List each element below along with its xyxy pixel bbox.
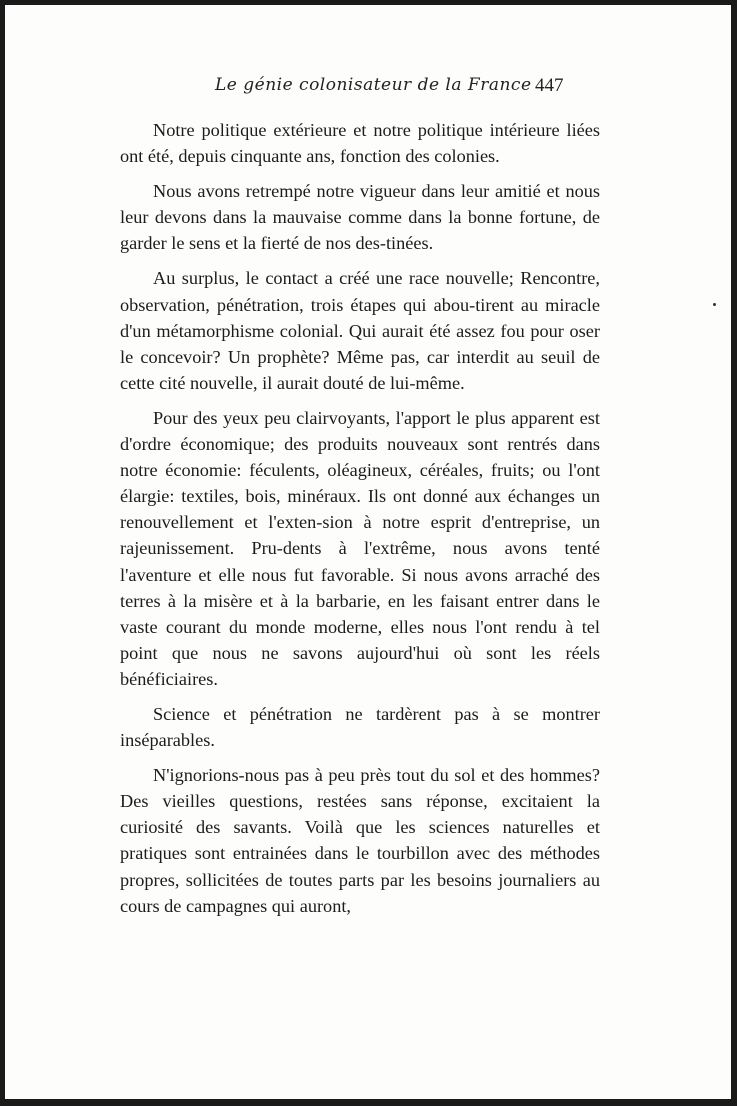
paragraph: Pour des yeux peu clairvoyants, l'apport le plus apparent est d'ordre économique; des produits nouveaux sont rentrés dans notre économie: féculents, oléagineux, céréales, fruits; ou l'ont élargie: textiles, bois, minéraux. Ils ont donné aux échanges un renouvellement et l'exten-sion à notre esprit d'entreprise, un rajeunissement. Pru-dents à l'extrême, nous avons tenté l'aventure et elle nous fut favorable. Si nous avons arraché des terres à la misère et à la barbarie, en les faisant entrer dans le vaste courant du monde moderne, elles nous l'ont rendu à tel point que nous ne savons aujourd'hui où sont les réels bénéficiaires. [120,407,600,689]
page-number: 447 [535,75,564,96]
paragraph: N'ignorions-nous pas à peu près tout du sol et des hommes? Des vieilles questions, restées sans réponse, excitaient la curiosité des savants. Voilà que les sciences naturelles et pratiques sont entrainées dans le tourbillon avec des méthodes propres, sollicitées de toutes parts par les besoins journaliers au cours de campagnes qui auront, [120,765,600,916]
paragraph: Nous avons retrempé notre vigueur dans leur amitié et nous leur devons dans la mauvaise comme dans la bonne fortune, de garder le sens et la fierté de nos des-tinées. [120,181,600,254]
body-text [120,117,600,928]
page-header [200,75,600,105]
paragraph: Notre politique extérieure et notre politique intérieure liées ont été, depuis cinquante ans, fonction des colonies. [120,120,600,167]
scan-speck [713,303,716,306]
paragraph: Au surplus, le contact a créé une race nouvelle; Rencontre, observation, pénétration, trois étapes qui abou-tirent au miracle d'un métamorphisme colonial. Qui aurait été assez fou pour oser le concevoir? Un prophète? Même pas, car interdit au seuil de cette cité nouvelle, il aurait douté de lui-même. [120,268,600,393]
running-title: Le génie colonisateur de la France [215,75,532,95]
paragraph: Science et pénétration ne tardèrent pas à se montrer inséparables. [120,703,600,751]
